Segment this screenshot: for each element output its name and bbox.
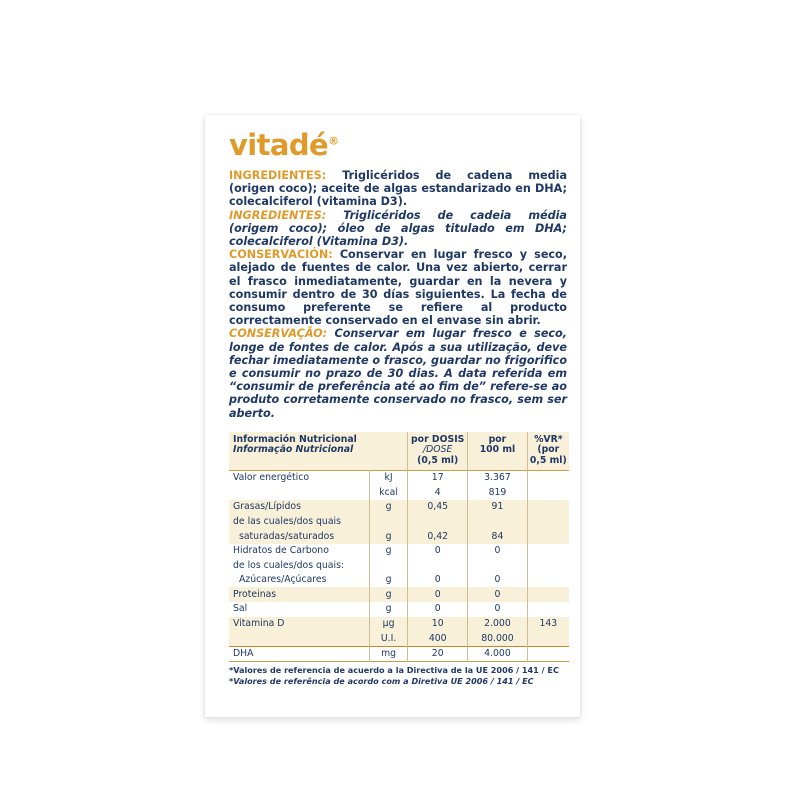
row-label: Vitamina D — [229, 617, 370, 632]
row-unit: g — [370, 544, 408, 559]
row-per-dose — [408, 514, 468, 529]
row-unit: U.I. — [370, 631, 408, 646]
row-per-100ml: 0 — [468, 544, 527, 559]
row-per-dose: 20 — [408, 646, 468, 662]
row-per-100ml: 91 — [468, 500, 527, 515]
row-unit: kcal — [370, 485, 408, 500]
row-percent-vr: 143 — [527, 617, 569, 632]
row-unit — [370, 558, 408, 573]
row-per-dose: 0 — [408, 573, 468, 588]
table-row — [229, 602, 569, 617]
row-label: Hidratos de Carbono — [233, 545, 329, 557]
row-per-100ml: 4.000 — [468, 646, 527, 662]
row-per-dose — [408, 558, 468, 573]
row-unit: g — [370, 587, 408, 602]
row-percent-vr — [527, 529, 569, 544]
header-per-dose-cell — [408, 432, 468, 470]
table-row — [229, 631, 569, 646]
table-row — [229, 485, 569, 500]
conservation-pt-paragraph — [229, 327, 567, 419]
header-unit-cell — [370, 432, 408, 470]
row-per-100ml: 819 — [468, 485, 527, 500]
ingredients-pt-label: INGREDIENTES: — [229, 208, 327, 222]
row-percent-vr — [527, 558, 569, 573]
row-unit — [370, 514, 408, 529]
row-per-100ml: 3.367 — [468, 470, 527, 485]
row-percent-vr — [527, 631, 569, 646]
table-row — [229, 544, 569, 559]
header-percent-vr-line2: (por — [537, 444, 560, 456]
row-per-dose: 17 — [408, 470, 468, 485]
header-per-dose-line1: por DOSIS — [411, 433, 465, 445]
row-label — [229, 500, 370, 515]
header-per-100ml-line2: 100 ml — [479, 444, 516, 456]
row-percent-vr — [527, 544, 569, 559]
row-percent-vr — [527, 573, 569, 588]
table-row — [229, 587, 569, 602]
row-percent-vr — [527, 514, 569, 529]
row-label: DHA — [233, 648, 254, 660]
footnote-es: *Valores de referencia de acuerdo a la Directiva de la UE 2006 / 141 / EC — [229, 665, 559, 676]
row-percent-vr — [527, 646, 569, 662]
header-percent-vr-cell — [527, 432, 569, 470]
row-per-dose: 0 — [408, 602, 468, 617]
row-per-100ml: 80.000 — [468, 631, 527, 646]
row-unit: mg — [370, 646, 408, 662]
footnotes-block — [229, 665, 569, 686]
row-per-dose: 0,42 — [408, 529, 468, 544]
row-per-dose: 400 — [408, 631, 468, 646]
header-percent-vr-line1: %VR* — [534, 433, 563, 445]
row-per-dose: 0 — [408, 544, 468, 559]
conservation-es-label: CONSERVACIÓN: — [229, 248, 333, 262]
row-label: saturadas/saturados — [229, 529, 370, 544]
row-per-dose: 0 — [408, 587, 468, 602]
row-per-100ml: 2.000 — [468, 617, 527, 632]
header-per-100ml-line1: por — [488, 433, 507, 445]
row-per-100ml — [468, 558, 527, 573]
header-percent-vr-line3: 0,5 ml) — [529, 455, 567, 467]
table-row — [229, 470, 569, 485]
row-unit: g — [370, 602, 408, 617]
row-label: Azúcares/Açúcares — [239, 574, 327, 586]
row-unit: kJ — [370, 470, 408, 485]
header-per-100ml-cell — [468, 432, 527, 470]
row-percent-vr — [527, 602, 569, 617]
table-row — [229, 500, 569, 515]
table-row — [229, 646, 569, 662]
row-label — [229, 631, 370, 646]
brand-logo — [229, 128, 564, 162]
row-per-100ml: 84 — [468, 529, 527, 544]
conservation-es-text: Conservar en lugar fresco y seco, alejado de fuentes de calor. Una vez abierto, cerrar el frasco inmediatamente, guardar en la nevera y consumir dentro de 30 días siguientes. La fecha de consumo preferente se refiere al producto correctamente conservado en el envase sin abrir. — [229, 248, 567, 328]
row-unit: g — [370, 500, 408, 515]
ingredients-es-label: INGREDIENTES: — [229, 169, 327, 182]
footnote-pt: *Valores de referência de acordo com a Diretiva UE 2006 / 141 / EC — [229, 675, 534, 686]
header-title-es: Información Nutricional — [233, 433, 357, 445]
row-label: Valor energético — [233, 472, 310, 484]
conservation-pt-text: Conservar em lugar fresco e seco, longe de fontes de calor. Após a sua utilização, deve fechar imediatamente o frasco, guardar no frigorifico e consumir no prazo de 30 dias. A data referida em “consumir de preferência até ao fim de” refere-se ao produto corretamente conservado no frasco, sem ser aberto. — [229, 327, 568, 420]
header-title-pt: Informação Nutricional — [233, 444, 354, 456]
row-per-100ml: 0 — [468, 587, 527, 602]
table-row — [229, 573, 569, 588]
row-unit: g — [370, 573, 408, 588]
table-row — [229, 558, 569, 573]
row-per-100ml: 0 — [468, 573, 527, 588]
row-label: de los cuales/dos quais: — [233, 559, 345, 571]
row-percent-vr — [527, 470, 569, 485]
row-per-100ml: 0 — [468, 602, 527, 617]
row-per-dose: 0,45 — [408, 500, 468, 515]
row-label: Proteinas — [229, 587, 370, 602]
nutrition-information-table — [229, 432, 569, 663]
header-per-dose-line2: /DOSE — [423, 444, 453, 456]
row-percent-vr — [527, 485, 569, 500]
conservation-pt-label: CONSERVAÇÃO: — [229, 327, 328, 341]
header-per-dose-line3: (0,5 ml) — [417, 455, 459, 467]
row-unit: µg — [370, 617, 408, 632]
ingredients-pt-paragraph — [229, 209, 567, 249]
conservation-es-paragraph — [229, 248, 567, 327]
ingredients-es-text: Triglicéridos de cadena media (origen coco); aceite de algas estandarizado en DHA; colecalciferol (vitamina D3). — [229, 169, 567, 209]
table-row — [229, 617, 569, 632]
table-row — [229, 514, 569, 529]
table-header-row — [229, 432, 569, 470]
row-per-100ml — [468, 514, 527, 529]
brand-name: vitadé — [229, 128, 329, 162]
header-title-cell — [229, 432, 370, 470]
ingredients-pt-text: Triglicéridos de cadeia média (origem coco); óleo de algas titulado em DHA; colecalciferol (Vitamina D3). — [229, 208, 567, 249]
row-unit: g — [370, 529, 408, 544]
table-row — [229, 529, 569, 544]
nutrition-information-table-wrapper — [229, 432, 569, 663]
row-percent-vr — [527, 500, 569, 515]
product-label-panel — [205, 115, 580, 717]
row-label: Sal — [233, 603, 248, 615]
row-per-dose: 4 — [408, 485, 468, 500]
ingredients-es-paragraph — [229, 169, 567, 209]
row-label-text: Grasas/Lípidos — [233, 501, 301, 513]
row-percent-vr — [527, 587, 569, 602]
label-prose-block — [229, 169, 567, 420]
row-label: de las cuales/dos quais — [229, 514, 370, 529]
registered-trademark-icon: ® — [328, 134, 340, 148]
row-label — [229, 485, 370, 500]
row-per-dose: 10 — [408, 617, 468, 632]
